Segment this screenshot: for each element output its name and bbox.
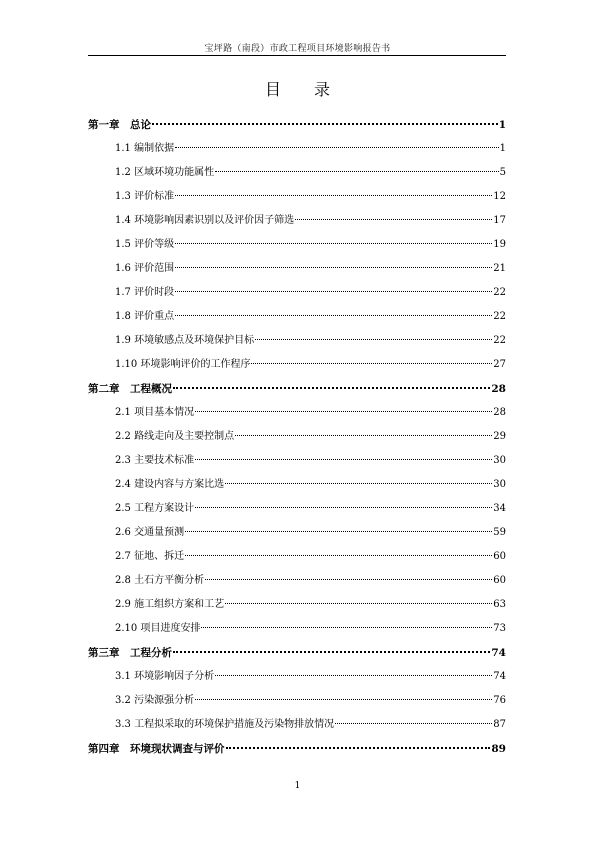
toc-entry-label: 1.3 评价标准 [115, 191, 175, 202]
toc-dot-leader [226, 747, 491, 749]
toc-entry-label: 1.7 评价时段 [115, 287, 175, 298]
toc-entry-page: 29 [493, 431, 506, 442]
toc-section-entry[interactable] [88, 473, 506, 497]
toc-dot-leader [175, 267, 492, 268]
toc-dot-leader [173, 651, 490, 653]
toc-entry-page: 22 [493, 311, 506, 322]
toc-dot-leader [185, 531, 492, 532]
toc-entry-label: 2.3 主要技术标准 [115, 455, 195, 466]
toc-entry-page: 5 [499, 167, 506, 178]
toc-dot-leader [225, 483, 492, 484]
toc-entry-label: 2.1 项目基本情况 [115, 407, 195, 418]
toc-entry-label: 2.7 征地、拆迁 [115, 551, 185, 562]
toc-entry-label: 1.5 评价等级 [115, 239, 175, 250]
toc-entry-page: 12 [493, 191, 506, 202]
toc-entry-page: 28 [491, 383, 506, 395]
toc-section-entry[interactable] [88, 521, 506, 545]
toc-entry-page: 59 [493, 527, 506, 538]
toc-section-entry[interactable] [88, 665, 506, 689]
table-of-contents [88, 113, 506, 761]
toc-entry-label: 1.1 编制依据 [115, 143, 175, 154]
toc-entry-label: 3.3 工程拟采取的环境保护措施及污染物排放情况 [115, 719, 335, 730]
toc-entry-page: 74 [493, 671, 506, 682]
toc-entry-label: 第一章 总论 [88, 119, 151, 131]
toc-dot-leader [255, 339, 492, 340]
toc-entry-page: 28 [493, 407, 506, 418]
toc-entry-label: 2.4 建设内容与方案比选 [115, 479, 225, 490]
toc-entry-label: 1.6 评价范围 [115, 263, 175, 274]
toc-entry-page: 76 [493, 695, 506, 706]
toc-dot-leader [195, 507, 492, 508]
toc-section-entry[interactable] [88, 425, 506, 449]
toc-entry-label: 1.8 评价重点 [115, 311, 175, 322]
toc-dot-leader [185, 555, 492, 556]
toc-entry-label: 2.10 项目进度安排 [115, 623, 201, 634]
toc-section-entry[interactable] [88, 497, 506, 521]
toc-dot-leader [175, 243, 492, 244]
toc-section-entry[interactable] [88, 209, 506, 233]
toc-entry-label: 第三章 工程分析 [88, 647, 172, 659]
toc-section-entry[interactable] [88, 281, 506, 305]
toc-entry-label: 1.2 区域环境功能属性 [115, 167, 215, 178]
toc-entry-page: 89 [491, 743, 506, 755]
toc-entry-page: 1 [499, 143, 506, 154]
toc-section-entry[interactable] [88, 257, 506, 281]
toc-entry-page: 19 [493, 239, 506, 250]
toc-dot-leader [235, 435, 492, 436]
toc-entry-label: 3.2 污染源强分析 [115, 695, 195, 706]
toc-title: 目 录 [264, 80, 345, 99]
toc-dot-leader [152, 123, 498, 125]
toc-section-entry[interactable] [88, 233, 506, 257]
toc-dot-leader [335, 723, 492, 724]
toc-entry-page: 74 [491, 647, 506, 659]
page-number: 1 [294, 781, 301, 791]
toc-entry-label: 第二章 工程概况 [88, 383, 172, 395]
toc-section-entry[interactable] [88, 569, 506, 593]
toc-dot-leader [173, 387, 490, 389]
toc-entry-page: 30 [493, 455, 506, 466]
toc-dot-leader [215, 171, 499, 172]
toc-dot-leader [175, 291, 492, 292]
toc-section-entry[interactable] [88, 161, 506, 185]
toc-dot-leader [215, 675, 492, 676]
running-header: 宝坪路（南段）市政工程项目环境影响报告书 [204, 44, 391, 54]
toc-entry-label: 2.8 土石方平衡分析 [115, 575, 205, 586]
toc-entry-page: 73 [493, 623, 506, 634]
toc-section-entry[interactable] [88, 449, 506, 473]
toc-entry-label: 1.4 环境影响因素识别以及评价因子筛选 [115, 215, 295, 226]
toc-dot-leader [225, 603, 492, 604]
toc-chapter-entry[interactable] [88, 737, 506, 761]
toc-section-entry[interactable] [88, 137, 506, 161]
toc-section-entry[interactable] [88, 305, 506, 329]
header-rule [88, 55, 506, 56]
toc-dot-leader [205, 579, 492, 580]
toc-entry-page: 22 [493, 287, 506, 298]
toc-entry-page: 87 [493, 719, 506, 730]
toc-entry-label: 1.10 环境影响评价的工作程序 [115, 359, 251, 370]
toc-dot-leader [175, 147, 499, 148]
toc-section-entry[interactable] [88, 617, 506, 641]
toc-section-entry[interactable] [88, 545, 506, 569]
toc-chapter-entry[interactable] [88, 377, 506, 401]
toc-dot-leader [195, 411, 492, 412]
toc-entry-label: 3.1 环境影响因子分析 [115, 671, 215, 682]
toc-entry-label: 1.9 环境敏感点及环境保护目标 [115, 335, 255, 346]
toc-entry-page: 63 [493, 599, 506, 610]
toc-entry-page: 21 [493, 263, 506, 274]
toc-entry-page: 60 [493, 575, 506, 586]
toc-entry-label: 2.2 路线走向及主要控制点 [115, 431, 235, 442]
toc-dot-leader [175, 195, 492, 196]
toc-dot-leader [201, 627, 492, 628]
toc-dot-leader [195, 699, 492, 700]
toc-entry-page: 60 [493, 551, 506, 562]
toc-entry-page: 27 [493, 359, 506, 370]
toc-dot-leader [251, 363, 492, 364]
toc-entry-label: 2.6 交通量预测 [115, 527, 185, 538]
toc-section-entry[interactable] [88, 353, 506, 377]
toc-entry-label: 2.5 工程方案设计 [115, 503, 195, 514]
toc-entry-label: 第四章 环境现状调查与评价 [88, 743, 225, 755]
toc-chapter-entry[interactable] [88, 641, 506, 665]
toc-section-entry[interactable] [88, 713, 506, 737]
toc-entry-page: 34 [493, 503, 506, 514]
toc-dot-leader [175, 315, 492, 316]
toc-section-entry[interactable] [88, 401, 506, 425]
toc-dot-leader [295, 219, 492, 220]
toc-dot-leader [195, 459, 492, 460]
toc-entry-page: 22 [493, 335, 506, 346]
toc-section-entry[interactable] [88, 329, 506, 353]
toc-entry-page: 1 [498, 119, 506, 131]
toc-chapter-entry[interactable] [88, 113, 506, 137]
toc-entry-page: 30 [493, 479, 506, 490]
toc-section-entry[interactable] [88, 689, 506, 713]
toc-section-entry[interactable] [88, 593, 506, 617]
toc-entry-page: 17 [493, 215, 506, 226]
toc-section-entry[interactable] [88, 185, 506, 209]
toc-entry-label: 2.9 施工组织方案和工艺 [115, 599, 225, 610]
